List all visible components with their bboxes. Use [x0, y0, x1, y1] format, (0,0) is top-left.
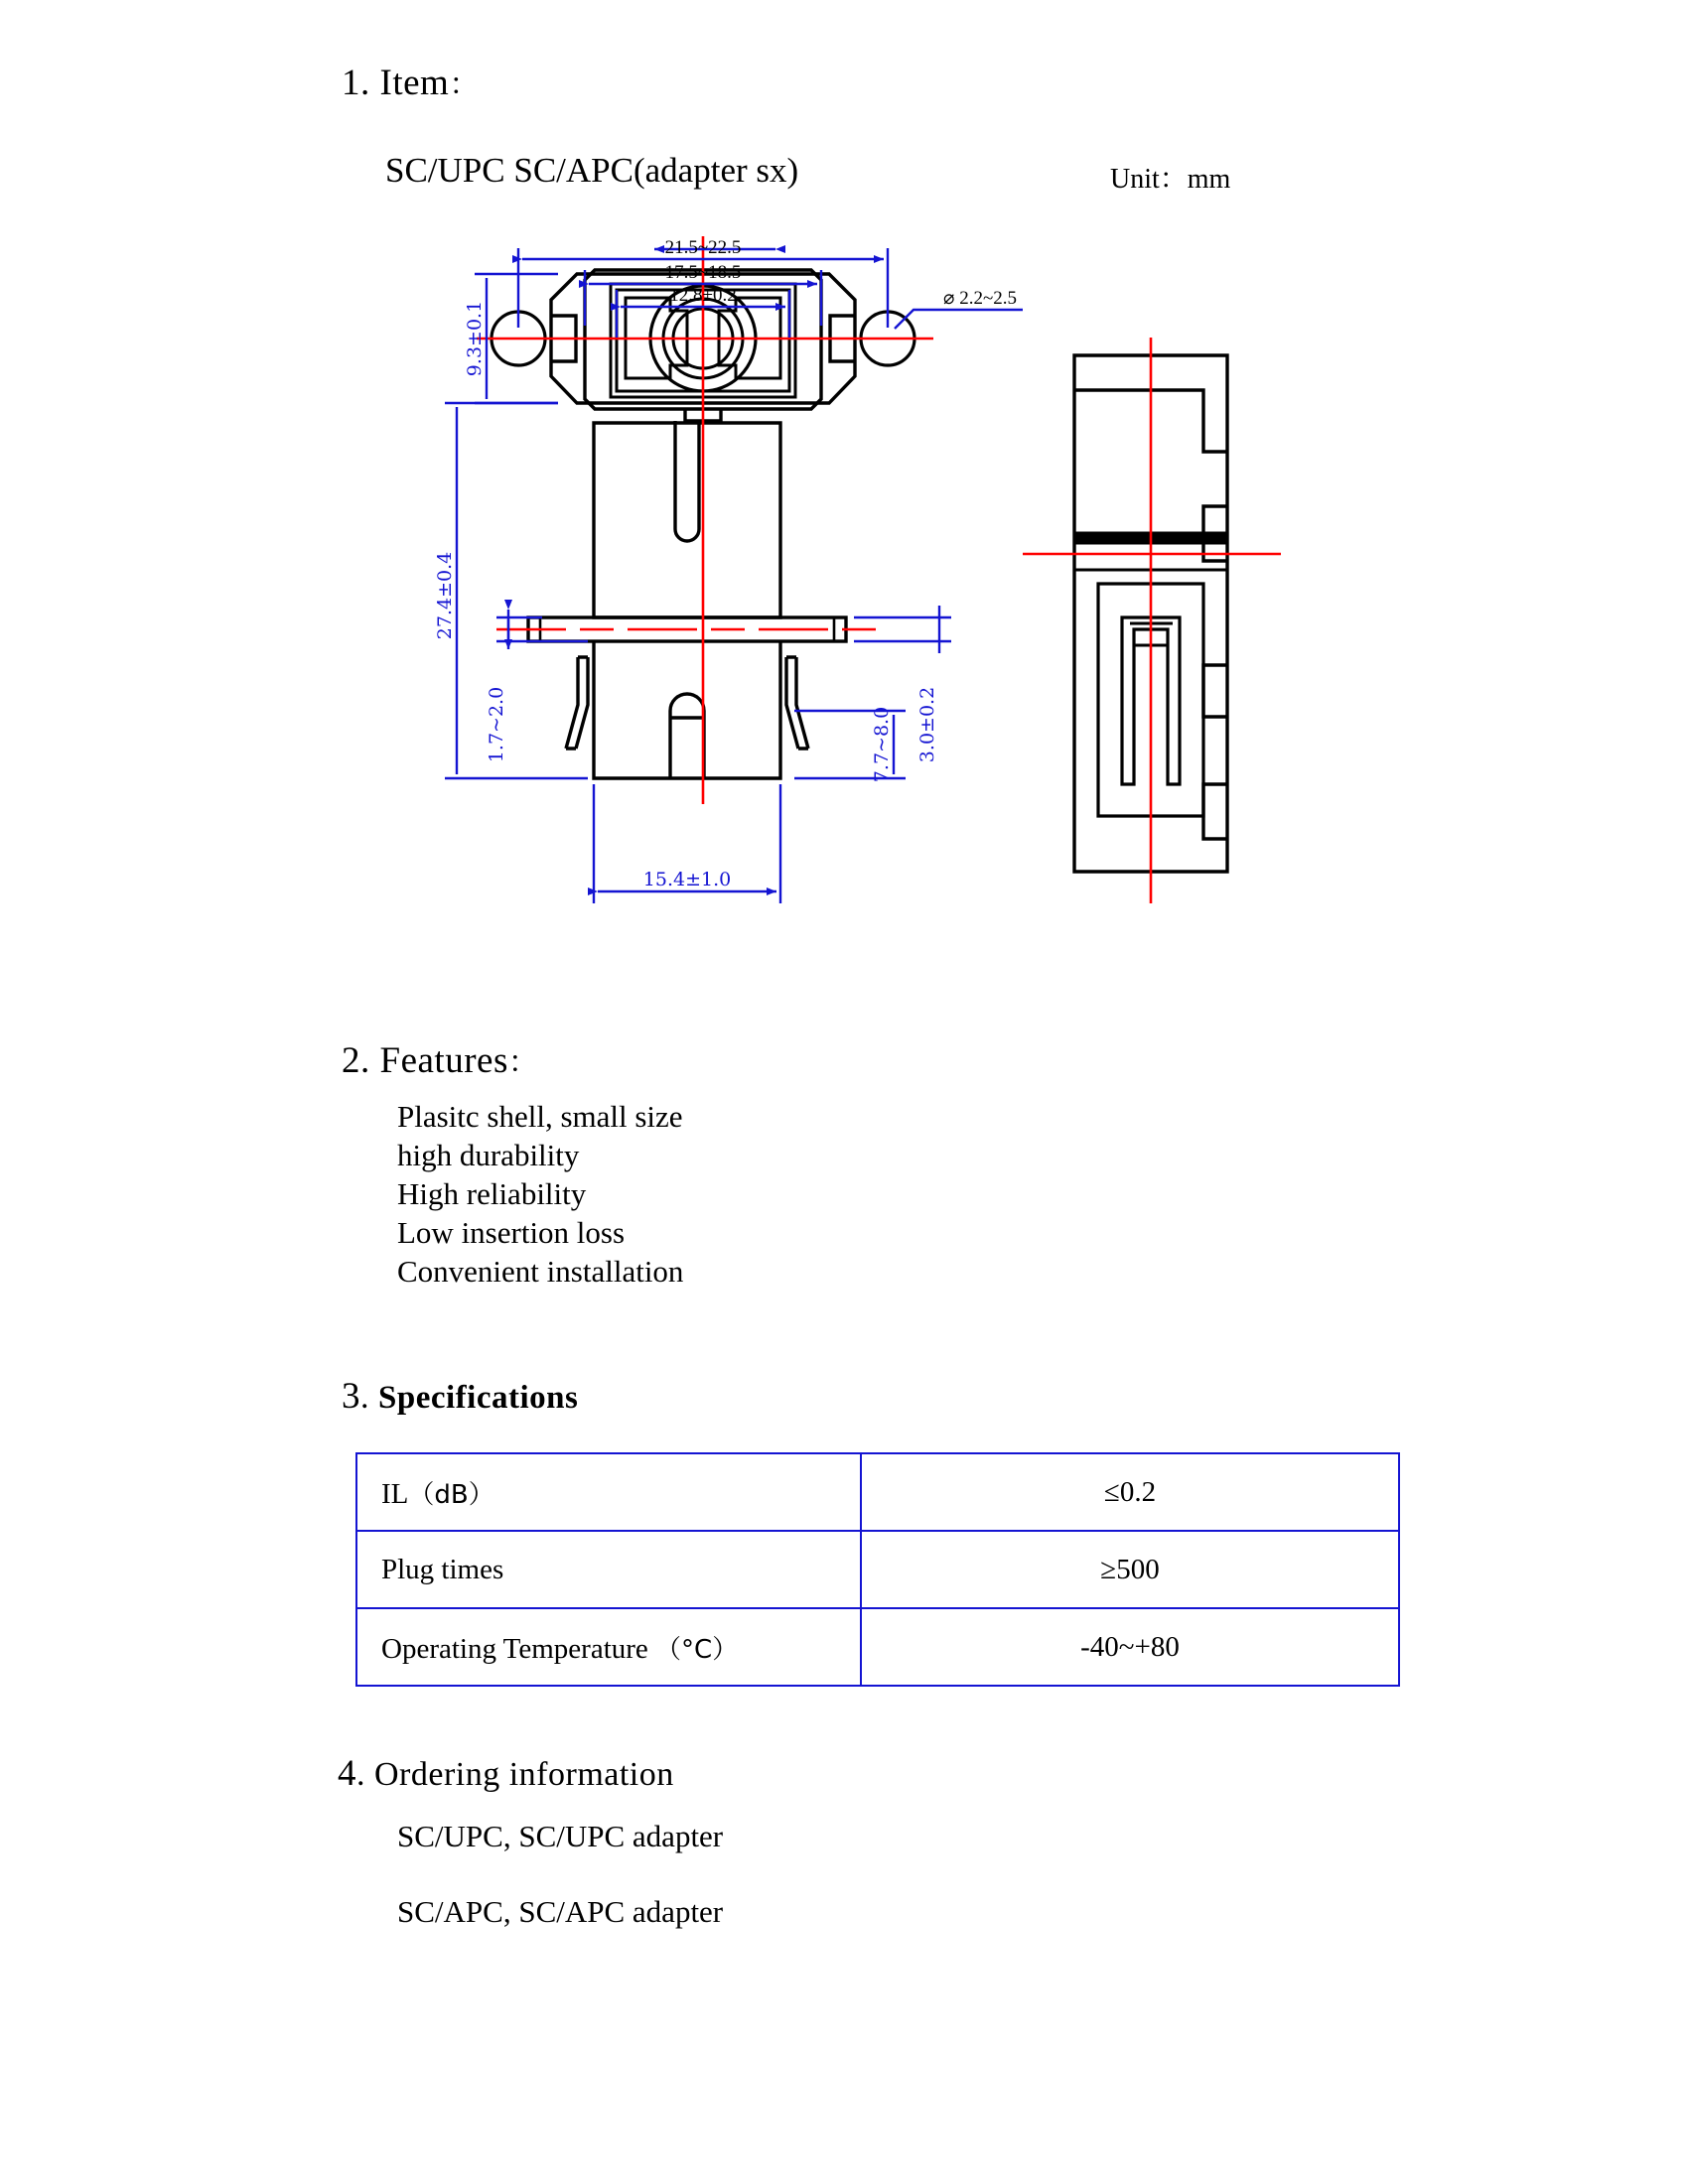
spec-parameter-name: IL [381, 1477, 409, 1510]
spec-parameter-unit: （°C） [655, 1634, 739, 1665]
section-number-features: 2 [342, 1040, 360, 1081]
spec-parameter-name: Operating Temperature [381, 1632, 648, 1665]
spec-value-cell: ≤0.2 [861, 1453, 1399, 1531]
table-row [356, 1531, 1399, 1608]
feature-item: Low insertion loss [397, 1215, 626, 1250]
dim-lower-left: 1.7~2.0 [486, 686, 507, 763]
section-colon-features: ： [507, 1045, 539, 1080]
dim-hole-diameter: ⌀ 2.2~2.5 [943, 288, 1017, 309]
table-row [356, 1608, 1399, 1686]
unit-value-text: mm [1187, 164, 1231, 195]
section-title-specifications: Specifications [378, 1380, 579, 1416]
spec-value-cell: ≥500 [861, 1531, 1399, 1608]
section-number-item: 1 [342, 63, 360, 103]
section-dot-specifications: . [360, 1379, 369, 1416]
drawing-dimension-lines [445, 248, 1023, 903]
section-title-item: Item [379, 63, 450, 103]
ordering-option: SC/UPC, SC/UPC adapter [397, 1819, 724, 1853]
dim-top-inner: 12.8±0.2 [669, 285, 737, 306]
spec-parameter-cell [356, 1531, 861, 1608]
spec-parameter-cell [356, 1453, 861, 1531]
section-heading-specifications [342, 1375, 578, 1418]
ordering-option: SC/APC, SC/APC adapter [397, 1894, 724, 1929]
specifications-table [355, 1452, 1400, 1687]
section-number-specifications: 3 [342, 1376, 360, 1417]
spec-parameter-cell [356, 1608, 861, 1686]
spec-parameter-unit: （dB） [408, 1479, 494, 1510]
dim-flange-thickness: 3.0±0.2 [916, 686, 938, 763]
feature-item: High reliability [397, 1176, 587, 1211]
dim-lower-right: 7.7~8.0 [871, 706, 893, 783]
product-title: SC/UPC SC/APC(adapter sx) [385, 151, 799, 190]
section-heading-ordering [338, 1752, 674, 1795]
drawing-body-view [528, 421, 846, 778]
features-list [397, 1097, 683, 1291]
section-heading-item: 1. Item： [342, 63, 480, 103]
section-title-ordering: Ordering information [374, 1756, 674, 1793]
unit-note [1110, 157, 1230, 197]
section-number-ordering: 4 [338, 1753, 356, 1794]
table-row [356, 1453, 1399, 1531]
feature-item: Convenient installation [397, 1254, 684, 1289]
unit-label-text: Unit： [1110, 164, 1188, 195]
spec-parameter-name: Plug times [381, 1553, 504, 1585]
section-dot-ordering: . [356, 1756, 365, 1793]
dim-top-middle: 17.5~18.5 [664, 262, 742, 283]
dim-top-outer: 21.5~22.5 [664, 237, 742, 258]
section-colon-item: ： [449, 68, 480, 102]
drawing-dimension-labels [434, 237, 1017, 890]
dim-total-height: 27.4±0.4 [434, 551, 456, 640]
dim-bottom-width: 15.4±1.0 [642, 869, 732, 890]
section-title-features: Features [379, 1040, 508, 1081]
section-heading-features: 2. Features： [342, 1040, 539, 1081]
dim-flange-height: 9.3±0.1 [464, 300, 486, 377]
spec-value-cell: -40~+80 [861, 1608, 1399, 1686]
technical-drawing [328, 208, 1380, 963]
feature-item: Plasitc shell, small size [397, 1099, 683, 1134]
feature-item: high durability [397, 1138, 580, 1172]
